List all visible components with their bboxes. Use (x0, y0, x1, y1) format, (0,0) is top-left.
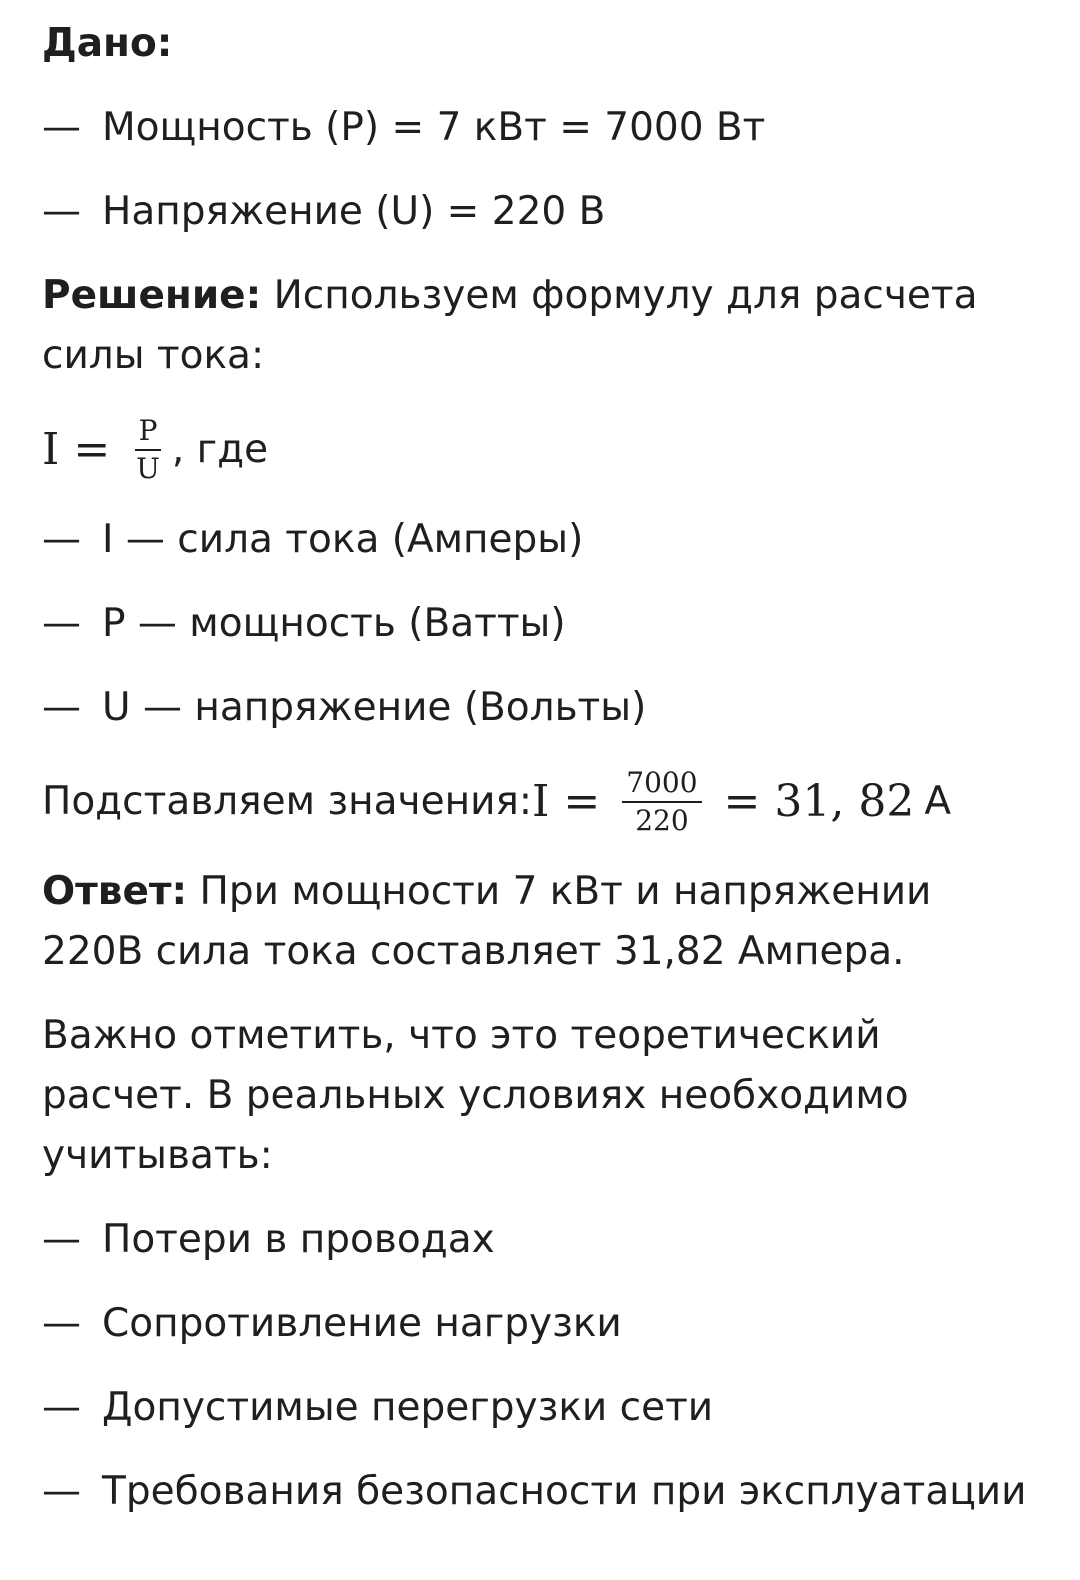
solution-paragraph (42, 266, 1042, 386)
formula-equals: = (73, 424, 111, 475)
given-item-voltage (42, 182, 1042, 242)
note-item (42, 1462, 1042, 1522)
substitution-prefix: Подставляем значения: (42, 779, 533, 824)
current-formula (42, 410, 1042, 490)
definition-item (42, 510, 1042, 570)
formula-numerator: P (135, 415, 162, 451)
dash-bullet: — (42, 517, 81, 562)
solution-text: Используем формулу для расчета силы тока: (42, 273, 978, 378)
substitution-equals: = (563, 776, 601, 827)
solution-label: Решение: (42, 273, 262, 318)
dash-bullet: — (42, 105, 81, 150)
definition-item (42, 678, 1042, 738)
definition-text: U — напряжение (Вольты) (102, 685, 647, 730)
substitution-unit: А (924, 779, 952, 824)
answer-content (42, 14, 1042, 1546)
formula-fraction (132, 415, 164, 485)
given-heading: Дано: (42, 21, 173, 66)
answer-paragraph (42, 862, 1042, 982)
dash-bullet: — (42, 601, 81, 646)
note-paragraph: Важно отметить, что это теоретический расчет. В реальных условиях необходимо учитывать: (42, 1013, 909, 1178)
given-item-power (42, 98, 1042, 158)
given-item-text: Мощность (P) = 7 кВт = 7000 Вт (102, 105, 766, 150)
dash-bullet: — (42, 1385, 81, 1430)
given-item-text: Напряжение (U) = 220 В (102, 189, 606, 234)
substitution-numerator: 7000 (622, 767, 701, 803)
substitution-equals-2: = (723, 776, 761, 827)
note-item-text: Потери в проводах (102, 1217, 495, 1262)
note-item-text: Допустимые перегрузки сети (102, 1385, 714, 1430)
note-item (42, 1294, 1042, 1354)
answer-label: Ответ: (42, 869, 188, 914)
definition-item (42, 594, 1042, 654)
dash-bullet: — (42, 685, 81, 730)
dash-bullet: — (42, 1301, 81, 1346)
formula-lhs: I (42, 424, 60, 475)
answer-text: При мощности 7 кВт и напряжении 220В сила тока составляет 31,82 Ампера. (42, 869, 932, 974)
dash-bullet: — (42, 189, 81, 234)
note-item-text: Требования безопасности при эксплуатации (102, 1469, 1027, 1514)
dash-bullet: — (42, 1469, 81, 1514)
note-item (42, 1378, 1042, 1438)
substitution-fraction (622, 767, 701, 837)
formula-denominator: U (136, 452, 160, 485)
substitution-result: 31, 82 (774, 776, 915, 827)
note-item-text: Сопротивление нагрузки (102, 1301, 622, 1346)
substitution-lhs: I (532, 776, 550, 827)
note-item (42, 1210, 1042, 1270)
definition-text: I — сила тока (Амперы) (102, 517, 584, 562)
dash-bullet: — (42, 1217, 81, 1262)
substitution-denominator: 220 (635, 804, 689, 837)
formula-suffix: , где (171, 427, 269, 472)
definition-text: P — мощность (Ватты) (102, 601, 566, 646)
substitution-line (42, 762, 1042, 842)
